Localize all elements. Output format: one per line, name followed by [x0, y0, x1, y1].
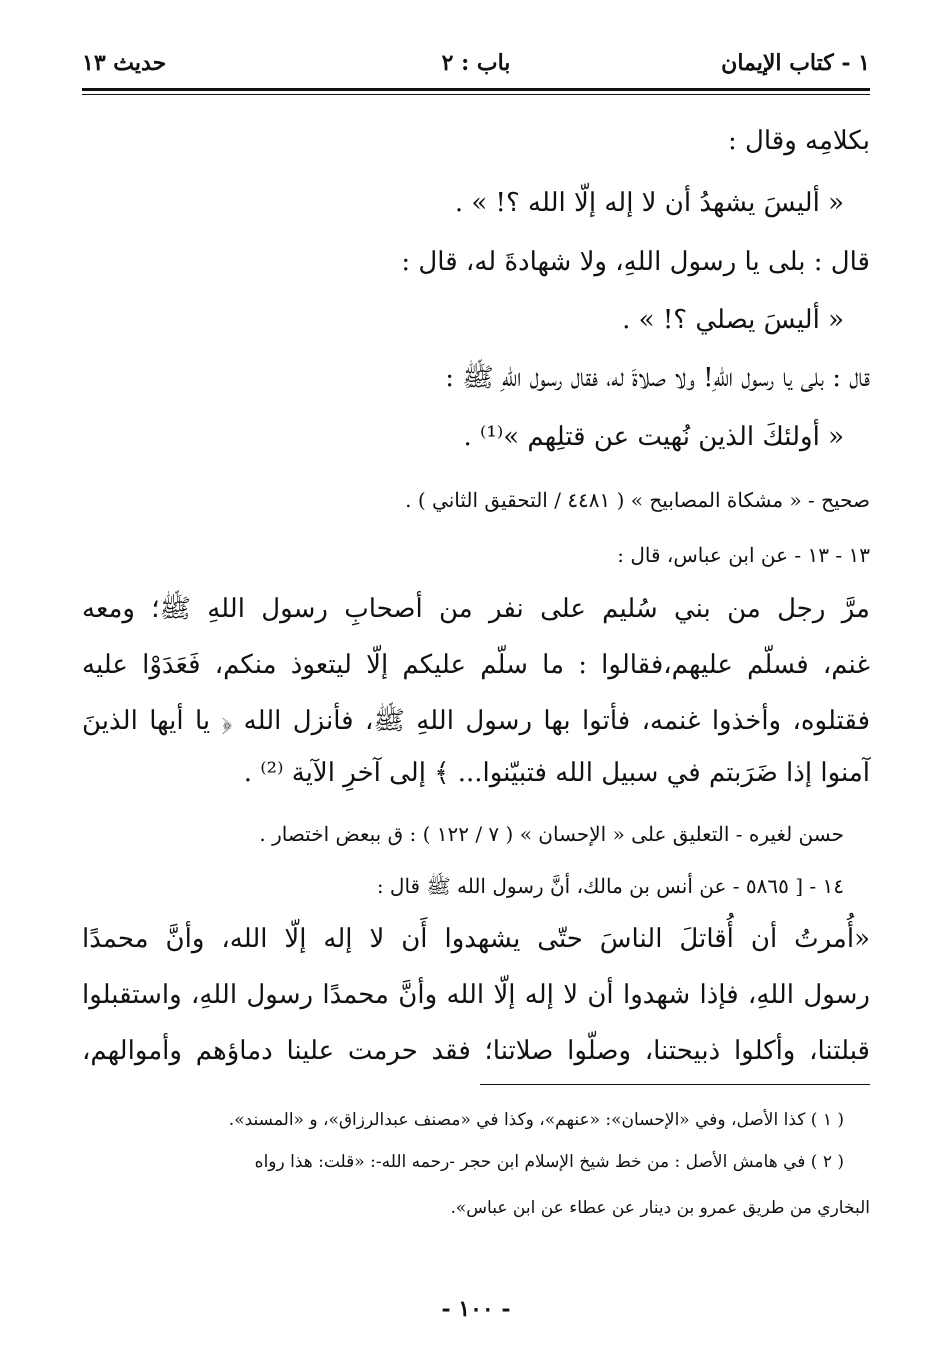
hadith-heading: ١٣ - ١٣ - عن ابن عباس، قال : — [617, 543, 870, 567]
body-line: «أُمرتُ أن أُقاتلَ الناسَ حتّى يشهدوا أَن لا إله إلّا الله، وأنَّ محمدًا — [82, 924, 870, 954]
page-number: - ١٠٠ - — [441, 1296, 511, 1322]
grading-line: حسن لغيره - التعليق على « الإحسان » ( ٧ / ١٢٢ ) : ق ببعض اختصار . — [259, 822, 844, 846]
footnote: ( ١ ) كذا الأصل، وفي «الإحسان»: «عنهم»، وكذا في «مصنف عبدالرزاق»، و «المسند». — [228, 1110, 844, 1130]
body-line: « أليسَ يصلي ؟! » . — [622, 305, 844, 335]
footnote-separator — [480, 1084, 870, 1085]
header-chapter: باب : ٢ — [441, 50, 511, 76]
body-line: قال : بلى يا رسول اللهِ، ولا شهادةَ له، قال : — [401, 247, 870, 277]
body-line: رسول اللهِ، فإذا شهدوا أن لا إله إلّا الله وأنَّ محمدًا رسول اللهِ، واستقبلوا — [82, 980, 870, 1010]
header-rule-thick — [82, 88, 870, 91]
hadith-heading: ١٤ - [ ٥٨٦٥ - عن أنس بن مالك، أنَّ رسول الله ﷺ قال : — [376, 874, 844, 898]
body-line: مرَّ رجل من بني سُليم على نفر من أصحابِ رسول اللهِ ﷺ؛ ومعه — [82, 594, 870, 624]
grading-line: صحيح - « مشكاة المصابيح » ( ٤٤٨١ / التحقيق الثاني ) . — [405, 488, 870, 512]
body-line: آمنوا إذا ضَرَبتم في سبيل الله فتبيّنوا... ﴾ إلى آخرِ الآية ⁽²⁾ . — [243, 758, 870, 788]
header-rule-thin — [82, 94, 870, 95]
running-header — [82, 44, 870, 84]
footnote-continuation: البخاري من طريق عمرو بن دينار عن عطاء عن ابن عباس». — [450, 1198, 870, 1218]
header-hadith-number: حديث ١٣ — [82, 50, 167, 76]
body-line: « أليسَ يشهدُ أن لا إله إلّا الله ؟! » . — [454, 188, 844, 218]
body-line: بكلامِه وقال : — [727, 126, 870, 156]
header-book-title: ١ - كتاب الإيمان — [721, 50, 870, 76]
body-line: قال : بلى يا رسول اللهِ! ولا صلاةَ له، فقال رسول اللهِ ﷺ : — [445, 363, 870, 393]
body-line: فقتلوه، وأخذوا غنمه، فأتوا بها رسول اللهِ ﷺ، فأنزل الله ﴿ يا أيها الذينَ — [82, 706, 870, 736]
body-line: « أولئكَ الذين نُهيت عن قتلِهم »⁽¹⁾ . — [463, 422, 844, 452]
body-line: غنم، فسلّم عليهم،فقالوا : ما سلّم عليكم إلّا ليتعوذ منكم، فَعَدَوْا عليه — [82, 650, 870, 680]
footnote: ( ٢ ) في هامش الأصل : من خط شيخ الإسلام ابن حجر -رحمه الله-: «قلت: هذا رواه — [254, 1152, 844, 1172]
body-line: قبلتنا، وأكلوا ذبيحتنا، وصلّوا صلاتنا؛ فقد حرمت علينا دماؤهم وأموالهم، — [82, 1036, 870, 1066]
